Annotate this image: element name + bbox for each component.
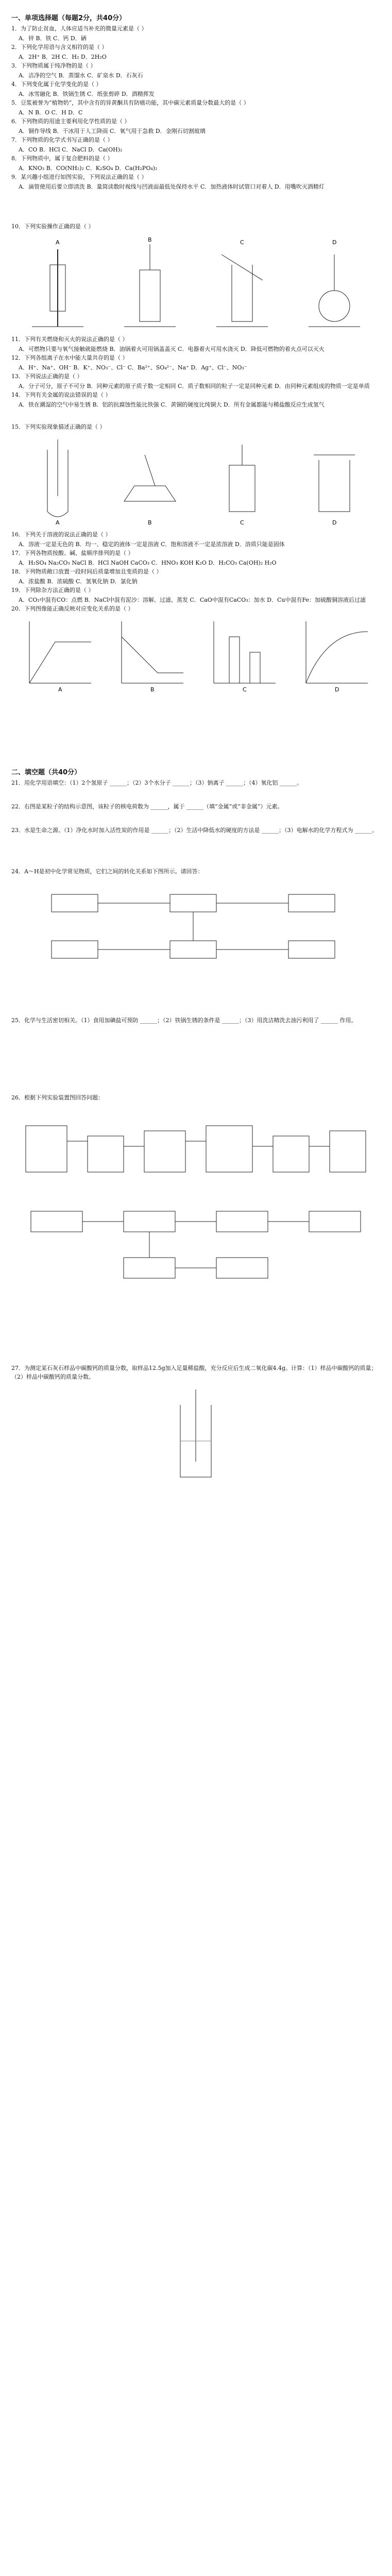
question-1-options: A．锌 B．铁 C．钙 D．硒 [19, 35, 87, 42]
experiment-c-icon [201, 434, 283, 527]
figure-label-b2: B [147, 519, 152, 526]
graph-a-icon [19, 616, 96, 693]
question-22: 22．右图是某粒子的结构示意图，该粒子的核电荷数为 ______，属于 ______（填“金属”或“非金属”）元素。 [11, 803, 283, 810]
apparatus-setup-icon [21, 1105, 371, 1188]
figure-label-a2: A [55, 519, 60, 526]
question-3: 3．下列物质属于纯净物的是（ ） [11, 62, 96, 69]
question-21: 21．用化学用语填空：（1）2个氢原子 ______；（2）3个水分子 ______；（3）钠离子 ______；（4）氧化铝 ______。 [11, 779, 302, 786]
question-20: 20．下列图像能正确反映对应变化关系的是（ ） [11, 605, 134, 612]
apparatus-b-icon [114, 234, 186, 332]
question-3-options: A．洁净的空气 B．蒸馏水 C．矿泉水 D．石灰石 [19, 72, 143, 79]
figure-label-c3: C [242, 686, 247, 693]
question-27: 27．为测定某石灰石样品中碳酸钙的质量分数，取样品12.5g加入足量稀盐酸，充分反应后生成二氧化碳4.4g。计算：（1）样品中碳酸钙的质量；（2）样品中碳酸钙的质量分数。 [11, 1365, 377, 1380]
question-10: 10．下列实验操作正确的是（ ） [11, 223, 94, 230]
process-flow-icon [21, 1191, 371, 1294]
question-13: 13．下列说法正确的是（ ） [11, 373, 83, 380]
graph-d-icon [296, 616, 373, 693]
question-9-options: A．滴管使用后要立即清洗 B．量筒读数时视线与凹液面最低处保持水平 C．加热液体时试管口对着人 D．用嘴吹灭酒精灯 [19, 183, 325, 190]
question-17-options: A．H₂SO₄ Na₂CO₃ NaCl B．HCl NaOH CaCO₃ C．HNO₃ KOH K₂O D．H₂CO₃ Ca(OH)₂ H₂O [19, 560, 277, 566]
question-13-options: A．分子可分，原子不可分 B．同种元素的原子质子数一定相同 C．质子数相同的粒子一定是同种元素 D．由同种元素组成的物质一定是单质 [19, 383, 370, 389]
question-14-options: A．铁在潮湿的空气中易生锈 B．铝的抗腐蚀性能比铁强 C．黄铜的硬度比纯铜大 D．所有金属都能与稀盐酸反应生成氢气 [19, 401, 325, 408]
question-2: 2．下列化学用语与含义相符的是（ ） [11, 44, 108, 50]
figure-label-a3: A [58, 686, 62, 693]
experiment-a-icon [16, 434, 99, 527]
section-title-fill: 二、填空题（共40分） [11, 769, 81, 776]
question-12: 12．下列各组离子在水中能大量共存的是（ ） [11, 354, 128, 361]
graph-c-icon [203, 616, 281, 693]
question-1: 1．为了防止贫血，人体应适当补充的微量元素是（ ） [11, 25, 147, 32]
beaker-icon [165, 1384, 227, 1487]
question-17: 17．下列各物质按酸、碱、盐顺序排列的是（ ） [11, 550, 134, 556]
question-8: 8．下列物质中，属于复合肥料的是（ ） [11, 155, 113, 162]
question-16: 16．下列关于溶液的说法正确的是（ ） [11, 531, 111, 538]
apparatus-c-icon [206, 234, 278, 332]
question-19-options: A．CO₂中混有CO：点燃 B．NaCl中混有泥沙：溶解、过滤、蒸发 C．CaO中混有CaCO₃：加水 D．Cu中混有Fe：加硫酸铜溶液后过滤 [19, 597, 366, 603]
question-5-options: A．N B．O C．H D．C [19, 109, 83, 116]
question-14: 14．下列有关金属的说法错误的是（ ） [11, 392, 111, 398]
question-6-options: A．铜作导线 B．干冰用于人工降雨 C．氧气用于急救 D．金刚石切割玻璃 [19, 128, 206, 134]
question-9: 9．某兴趣小组进行如图实验，下列说法正确的是（ ） [11, 174, 147, 180]
question-27-figure [11, 1384, 380, 1487]
graph-b-icon [111, 616, 189, 693]
experiment-d-icon [293, 434, 376, 527]
experiment-b-icon [109, 434, 191, 527]
question-11: 11．下列有关燃烧和灭火的说法正确的是（ ） [11, 336, 128, 343]
figure-label-d: D [332, 239, 336, 246]
question-15-figure [11, 434, 380, 527]
question-5: 5．豆浆被誉为“植物奶”，其中含有的异黄酮具有防癌功能，其中碳元素质量分数最大的是（ ） [11, 99, 249, 106]
question-24-figure [11, 879, 380, 982]
question-4: 4．下列变化属于化学变化的是（ ） [11, 81, 102, 88]
question-4-options: A．冰雪融化 B．铁锅生锈 C．纸张剪碎 D．酒精挥发 [19, 91, 155, 97]
question-26-figure [11, 1105, 380, 1188]
figure-label-b3: B [150, 686, 155, 693]
question-23: 23．水是生命之源。（1）净化水时加入活性炭的作用是 ______；（2）生活中降低水的硬度的方法是 ______；（3）电解水的化学方程式为 ______。 [11, 827, 378, 834]
question-6: 6．下列物质的用途主要利用化学性质的是（ ） [11, 118, 130, 125]
question-19: 19．下列除杂方法正确的是（ ） [11, 587, 94, 594]
section-title-choice: 一、单项选择题（每题2分，共40分） [11, 14, 126, 22]
question-10-figure [11, 234, 380, 332]
question-7-options: A．CO B．HCl C．NaCl D．Ca(OH)₂ [19, 146, 123, 153]
figure-label-b: B [147, 236, 152, 243]
figure-label-d3: D [334, 686, 339, 693]
question-8-options: A．KNO₃ B．CO(NH₂)₂ C．K₂SO₄ D．Ca(H₂PO₄)₂ [19, 165, 158, 172]
figure-label-c: C [240, 239, 244, 246]
apparatus-d-icon [298, 234, 370, 332]
question-18: 18．下列物质敞口放置一段时间后质量增加且变质的是（ ） [11, 568, 162, 575]
transformation-diagram-icon [41, 879, 350, 982]
question-25: 25．化学与生活密切相关。（1）食用加碘盐可预防 ______；（2）铁锅生锈的条件是 ______；（3）用洗洁精洗去油污利用了 ______ 作用。 [11, 1017, 357, 1024]
question-15: 15．下列实验现象描述正确的是（ ） [11, 423, 106, 430]
question-24: 24．A～H是初中化学常见物质，它们之间的转化关系如下图所示。请回答： [11, 868, 203, 875]
figure-label-d2: D [332, 519, 336, 526]
exam-content [11, 9, 380, 1490]
question-18-options: A．浓盐酸 B．浓硫酸 C．氢氧化钠 D．氯化钠 [19, 578, 138, 585]
question-20-figure [11, 616, 380, 693]
question-7: 7．下列物质的化学式书写正确的是（ ） [11, 137, 113, 143]
figure-label-c2: C [240, 519, 244, 526]
question-11-options: A．可燃物只要与氧气接触就能燃烧 B．油锅着火可用锅盖盖灭 C．电器着火可用水浇灭 D．降低可燃物的着火点可以灭火 [19, 346, 325, 352]
question-12-options: A．H⁺、Na⁺、OH⁻ B．K⁺、NO₃⁻、Cl⁻ C．Ba²⁺、SO₄²⁻、Na⁺ D．Ag⁺、Cl⁻、NO₃⁻ [19, 364, 247, 371]
question-2-options: A．2H⁺ B．2H C．H₂ D．2H₂O [19, 54, 107, 60]
figure-label-a: A [55, 239, 60, 246]
question-26-figure-2 [11, 1191, 380, 1294]
question-16-options: A．溶液一定是无色的 B．均一、稳定的液体一定是溶液 C．饱和溶液不一定是浓溶液 D．溶质只能是固体 [19, 541, 285, 548]
apparatus-a-icon [22, 234, 94, 332]
question-26: 26．根据下列实验装置图回答问题： [11, 1094, 104, 1101]
